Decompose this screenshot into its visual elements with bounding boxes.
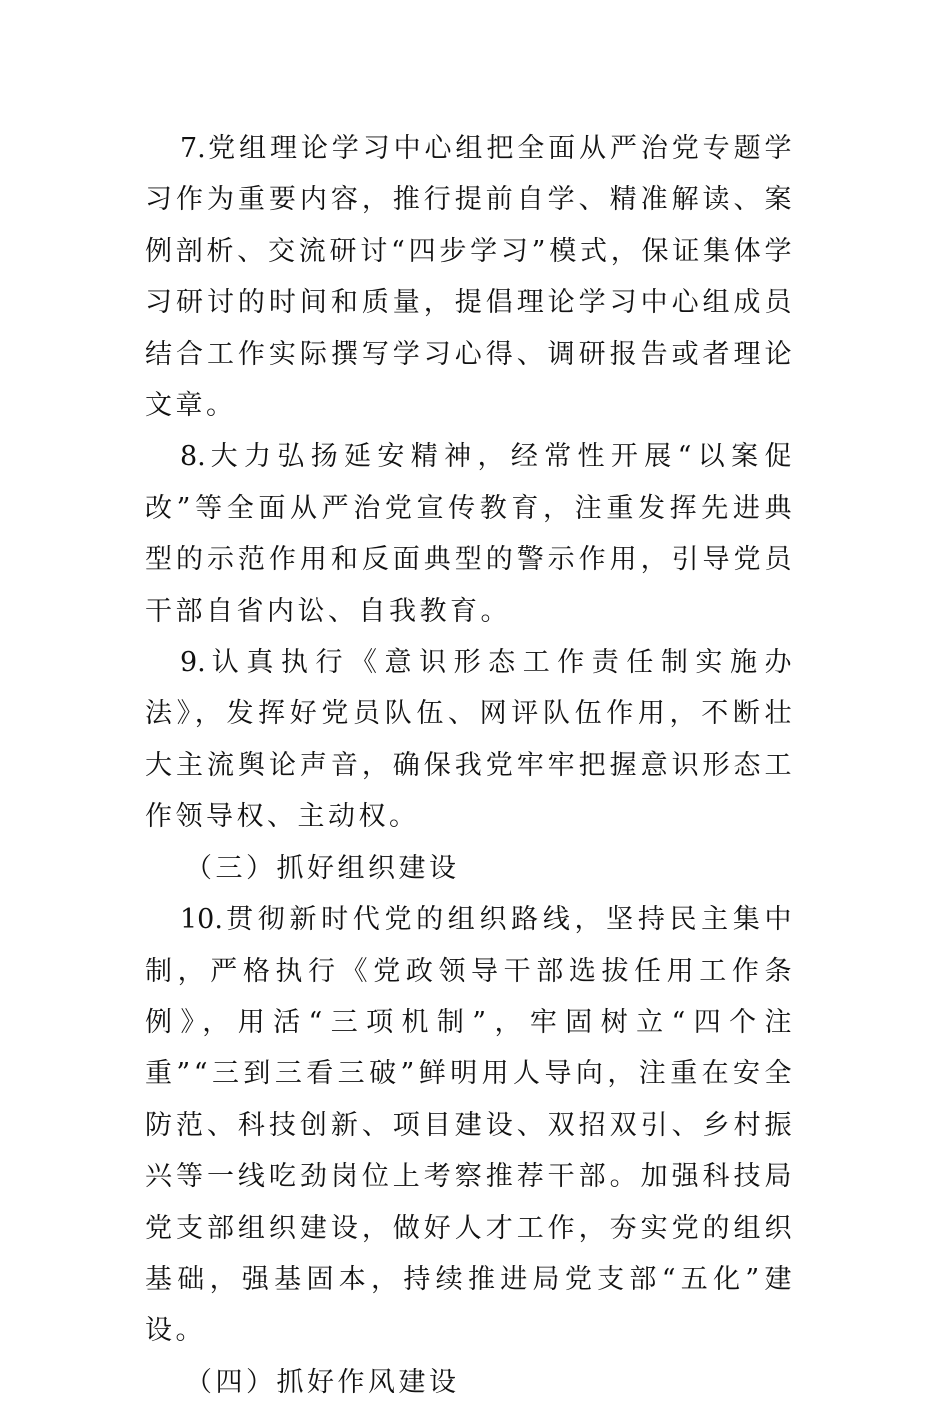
section-heading-organization: （三）抓好组织建设 bbox=[185, 852, 460, 884]
item-number: 7. bbox=[180, 133, 206, 164]
document-page bbox=[145, 123, 795, 1408]
paragraph-item-10 bbox=[145, 894, 795, 1357]
item-number: 10. bbox=[180, 904, 223, 936]
item-number: 8. bbox=[180, 441, 206, 473]
item-text: 认真执行《意识形态工作责任制实施办法》，发挥好党员队伍、网评队伍作用，不断壮大主流舆论声音，确保我党牢牢把握意识形态工作领导权、主动权。 bbox=[145, 647, 795, 833]
item-number: 9. bbox=[180, 647, 206, 679]
item-text: 大力弘扬延安精神，经常性开展“以案促改”等全面从严治党宣传教育，注重发挥先进典型的示范作用和反面典型的警示作用，引导党员干部自省内讼、自我教育。 bbox=[145, 441, 795, 627]
item-text: 贯彻新时代党的组织路线，坚持民主集中制，严格执行《党政领导干部选拔任用工作条例》，用活“三项机制”，牢固树立“四个注重”“三到三看三破”鲜明用人导向，注重在安全防范、科技创新、项目建设、双招双引、乡村振兴等一线吃劲岗位上考察推荐干部。加强科技局党支部组织建设，做好人才工作，夯实党的组织基础，强基固本，持续推进局党支部“五化”建设。 bbox=[145, 904, 795, 1347]
section-heading-work-style: （四）抓好作风建设 bbox=[185, 1366, 460, 1398]
paragraph-item-8 bbox=[145, 431, 795, 637]
paragraph-item-9 bbox=[145, 637, 795, 843]
item-text: 党组理论学习中心组把全面从严治党专题学习作为重要内容，推行提前自学、精准解读、案例剖析、交流研讨“四步学习”模式，保证集体学习研讨的时间和质量，提倡理论学习中心组成员结合工作实际撰写学习心得、调研报告或者理论文章。 bbox=[145, 133, 795, 422]
paragraph-item-7 bbox=[145, 123, 795, 431]
